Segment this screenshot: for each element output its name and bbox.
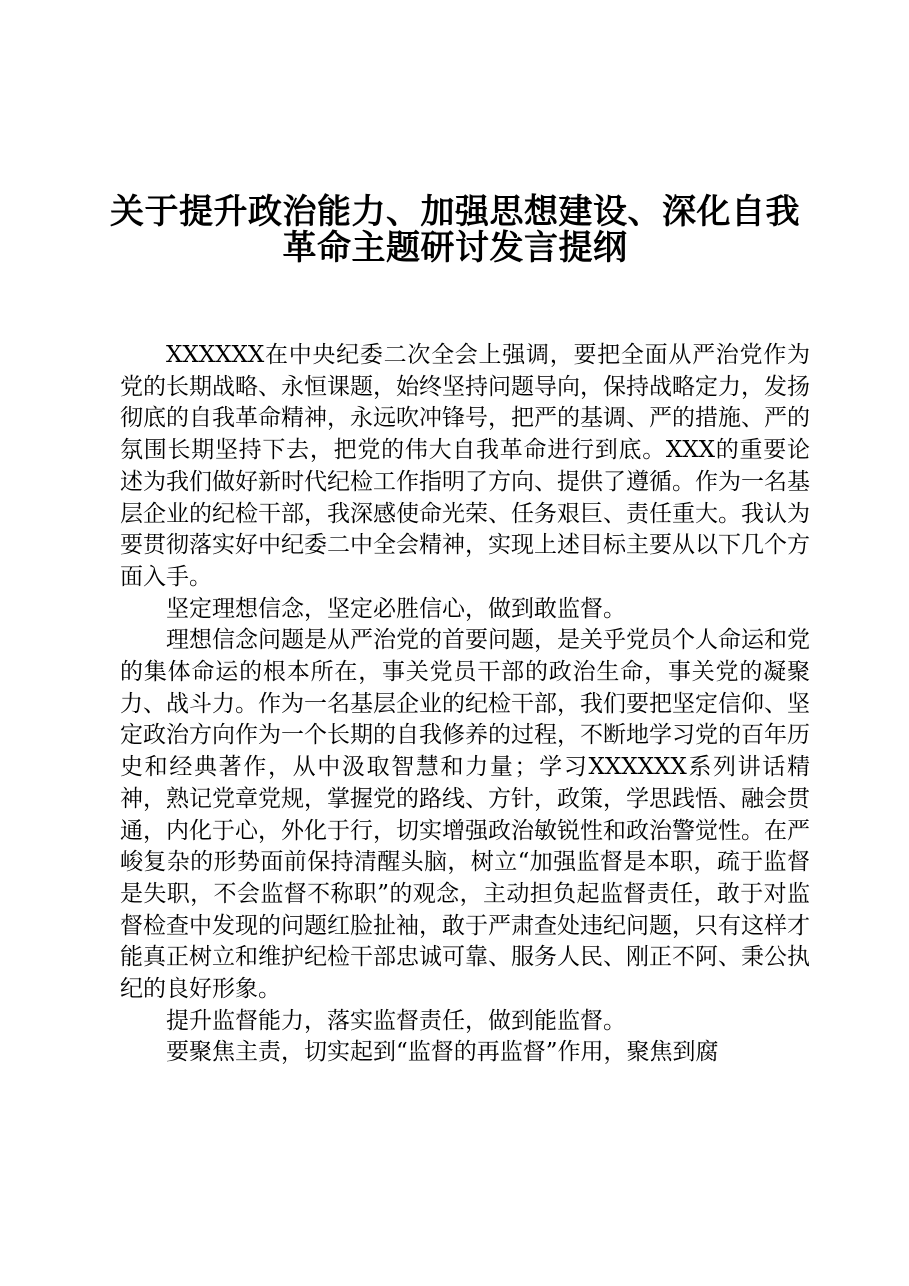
- document-title-line-2: 革命主题研讨发言提纲: [282, 228, 628, 268]
- section-heading-2: 提升监督能力，落实监督责任，做到能监督。: [166, 1007, 626, 1034]
- paragraph-section-2: 要聚焦主责，切实起到“监督的再监督”作用，聚焦到腐: [166, 1039, 719, 1066]
- paragraph-intro: XXXXXX在中央纪委二次全会上强调，要把全面从严治党作为党的长期战略、永恒课题，始终坚持问题导向，保持战略定力，发扬彻底的自我革命精神，永远吹冲锋号，把严的基调、严的措施、严的氛围长期坚持下去，把党的伟大自我革命进行到底。XXX的重要论述为我们做好新时代纪检工作指明了方向、提供了遵循。作为一名基层企业的纪检干部，我深感使命光荣、任务艰巨、责任重大。我认为要贯彻落实好中纪委二中全会精神，实现上述目标主要从以下几个方面入手。: [120, 342, 810, 590]
- document-body: [120, 340, 810, 1069]
- document-title-line-1: 关于提升政治能力、加强思想建设、深化自我: [110, 192, 800, 232]
- section-heading-1: 坚定理想信念，坚定必胜信心，做到敢监督。: [166, 595, 626, 622]
- paragraph-section-1: 理想信念问题是从严治党的首要问题，是关乎党员个人命运和党的集体命运的根本所在，事关党员干部的政治生命，事关党的凝聚力、战斗力。作为一名基层企业的纪检干部，我们要把坚定信仰、坚定政治方向作为一个长期的自我修养的过程，不断地学习党的百年历史和经典著作，从中汲取智慧和力量；学习XXXXXX系列讲话精神，熟记党章党规，掌握党的路线、方针，政策，学思践悟、融会贯通，内化于心，外化于行，切实增强政治敏锐性和政治警觉性。在严峻复杂的形势面前保持清醒头脑，树立“加强监督是本职，疏于监督是失职，不会监督不称职”的观念，主动担负起监督责任，敢于对监督检查中发现的问题红脸扯袖，敢于严肃查处违纪问题，只有这样才能真正树立和维护纪检干部忠诚可靠、服务人民、刚正不阿、秉公执纪的良好形象。: [120, 627, 810, 1003]
